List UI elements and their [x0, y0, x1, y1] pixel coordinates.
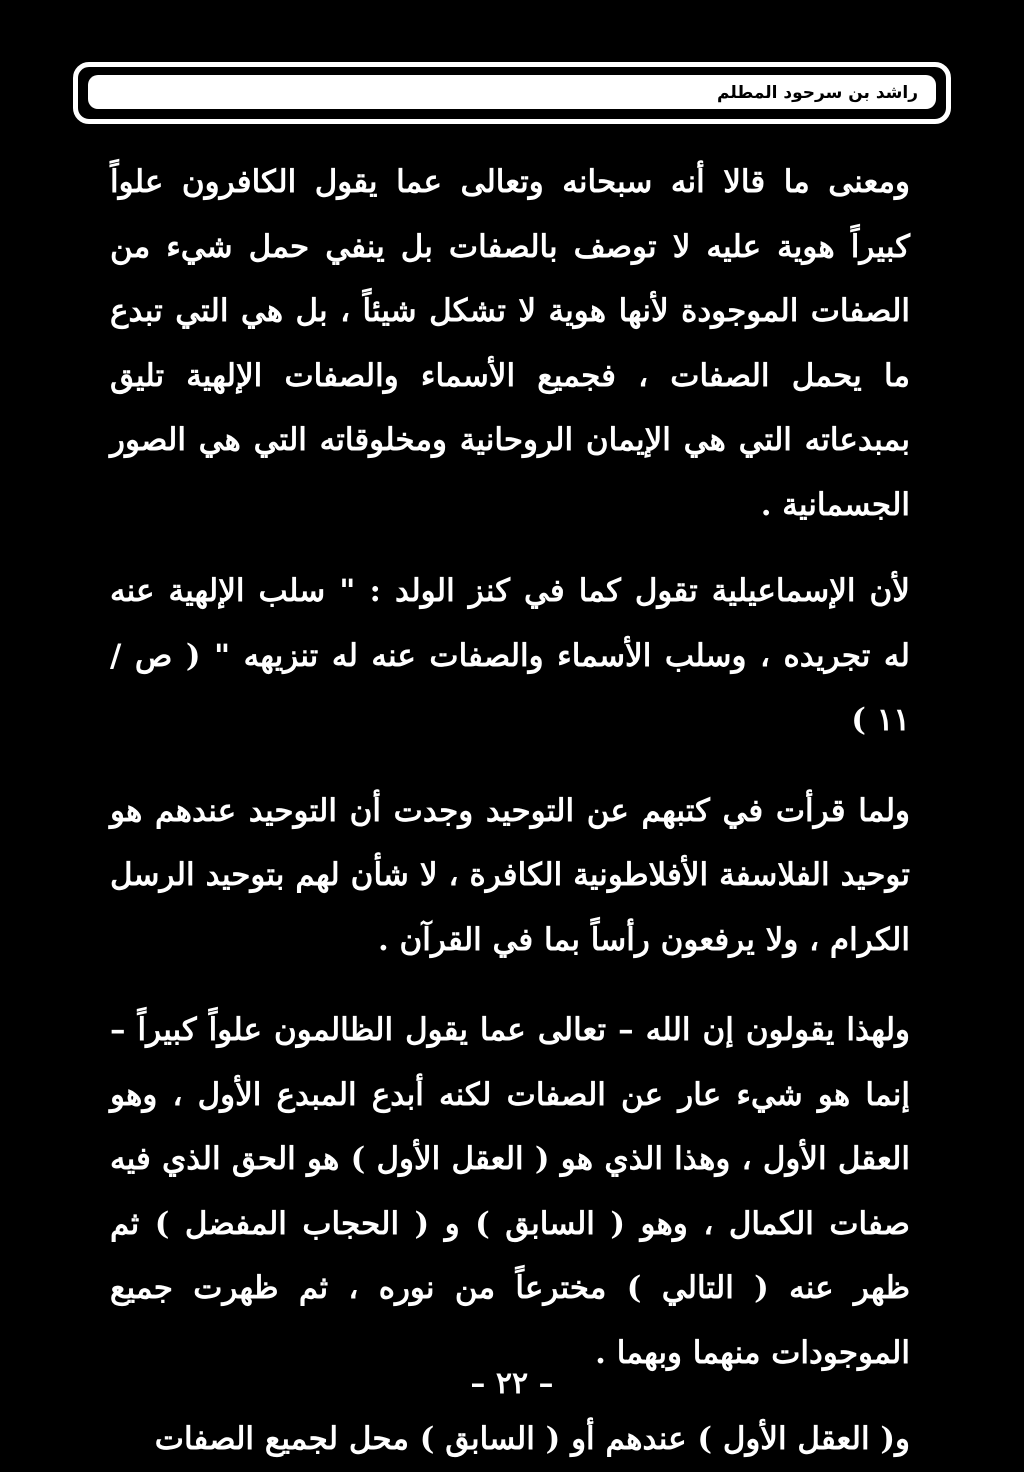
paragraph: ولهذا يقولون إن الله – تعالى عما يقول الظالمون علواً كبيراً – إنما هو شيء عار عن الصفات لكنه أبدع المبدع الأول ، وهو العقل الأول ، وهذا الذي هو ( العقل الأول ) هو الحق الذي فيه صفات الكمال ، وهو ( السابق ) و ( الحجاب المفضل ) ثم ظهر عنه ( التالي ) مخترعاً من نوره ، ثم ظهرت جميع الموجودات منهما وبهما . [110, 1012, 910, 1371]
running-header-frame [73, 62, 951, 124]
running-header-band [88, 75, 936, 109]
page-body [110, 150, 910, 1472]
paragraph: و( العقل الأول ) عندهم أو ( السابق ) محل لجميع الصفات [154, 1421, 910, 1457]
running-head-title: راشد بن سرحود المطلم [717, 83, 918, 103]
page-number: – ٢٢ – [470, 1366, 554, 1401]
paragraph: ومعنى ما قالا أنه سبحانه وتعالى عما يقول الكافرون علواً كبيراً هوية عليه لا توصف بالصفات بل ينفي حمل شيء من الصفات الموجودة لأنها هوية لا تشكل شيئاً ، بل هي التي تبدع ما يحمل الصفات ، فجميع الأسماء والصفات الإلهية تليق بمبدعاته التي هي الإيمان الروحانية ومخلوقاته التي هي الصور الجسمانية . [110, 164, 910, 523]
paragraph: ولما قرأت في كتبهم عن التوحيد وجدت أن التوحيد عندهم هو توحيد الفلاسفة الأفلاطونية الكافرة ، لا شأن لهم بتوحيد الرسل الكرام ، ولا يرفعون رأساً بما في القرآن . [110, 792, 910, 958]
paragraph: لأن الإسماعيلية تقول كما في كنز الولد : " سلب الإلهية عنه له تجريده ، وسلب الأسماء والصفات عنه له تنزيهه " ( ص / ١١ ) [110, 573, 910, 738]
